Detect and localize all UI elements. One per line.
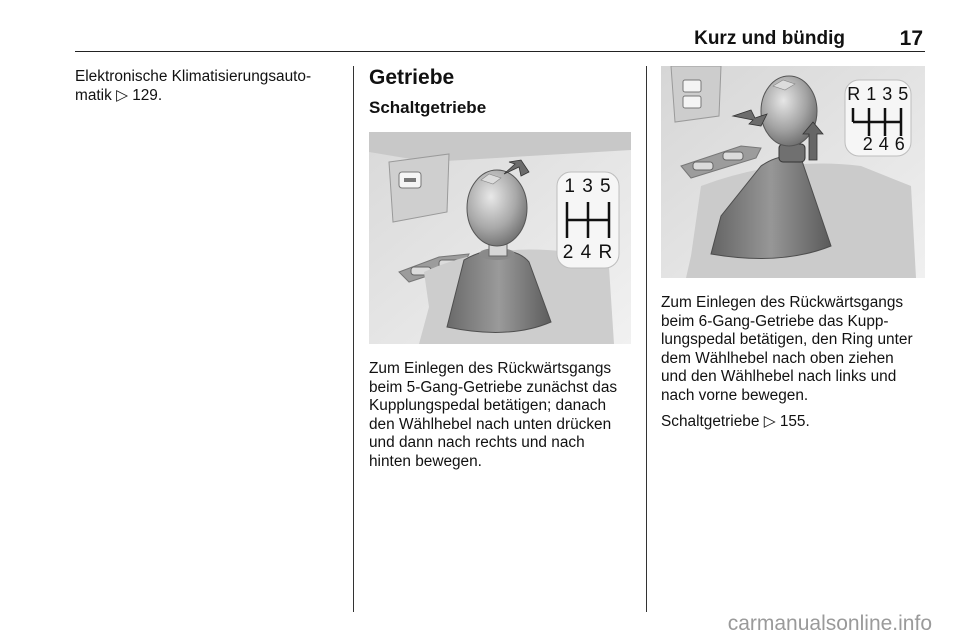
- gear-lever-5-speed-illustration: [369, 132, 631, 344]
- column-divider-right: [646, 66, 647, 612]
- left-column: [75, 68, 343, 113]
- shift-pattern-bottom: 2 4 R: [562, 242, 614, 263]
- shift-pattern-top: R 1 3 5: [847, 84, 909, 104]
- section-heading: Getriebe: [369, 66, 455, 89]
- reverse-gear-6-speed-text: Zum Einlegen des Rückwärtsgangs beim 6-Gang-Getriebe das Kupp- lungspedal betätigen, den Ring unter dem Wählhebel nach oben ziehen und den Wählhebel nach links und nach vorne bewegen.: [661, 294, 913, 404]
- page-number: 17: [899, 27, 923, 50]
- gear-lever-6-speed-illustration: [661, 66, 925, 278]
- climate-reference: Elektronische Klimatisierungsauto- matik ▷ 129.: [75, 68, 312, 104]
- shift-pattern-bottom: 2 4 6: [862, 134, 906, 154]
- shift-gate-icon: [557, 200, 619, 240]
- page-ref-link[interactable]: 129.: [132, 86, 163, 104]
- page-ref-arrow-icon: ▷: [763, 413, 776, 430]
- subsection-heading: Schaltgetriebe: [369, 98, 487, 117]
- header-rule: [75, 51, 925, 52]
- watermark: carmanualsonline.info: [727, 612, 932, 635]
- column-divider-left: [353, 66, 354, 612]
- right-caption: [661, 294, 933, 440]
- page-ref-link[interactable]: 155.: [779, 413, 810, 430]
- middle-column: [369, 66, 637, 118]
- page-header: [75, 20, 925, 50]
- reverse-gear-5-speed-text: Zum Einlegen des Rückwärtsgangs beim 5-Gang-Getriebe zunächst das Kupplungspedal betätigen; danach den Wählhebel nach unten drücken und dann nach rechts und nach hinten bewegen.: [369, 360, 618, 470]
- shift-pattern-top: 1 3 5: [564, 176, 612, 197]
- section-title: Kurz und bündig: [694, 28, 845, 49]
- manual-gearbox-reference: Schaltgetriebe ▷ 155.: [661, 413, 810, 430]
- page-ref-arrow-icon: ▷: [116, 86, 128, 104]
- middle-caption: [369, 360, 639, 479]
